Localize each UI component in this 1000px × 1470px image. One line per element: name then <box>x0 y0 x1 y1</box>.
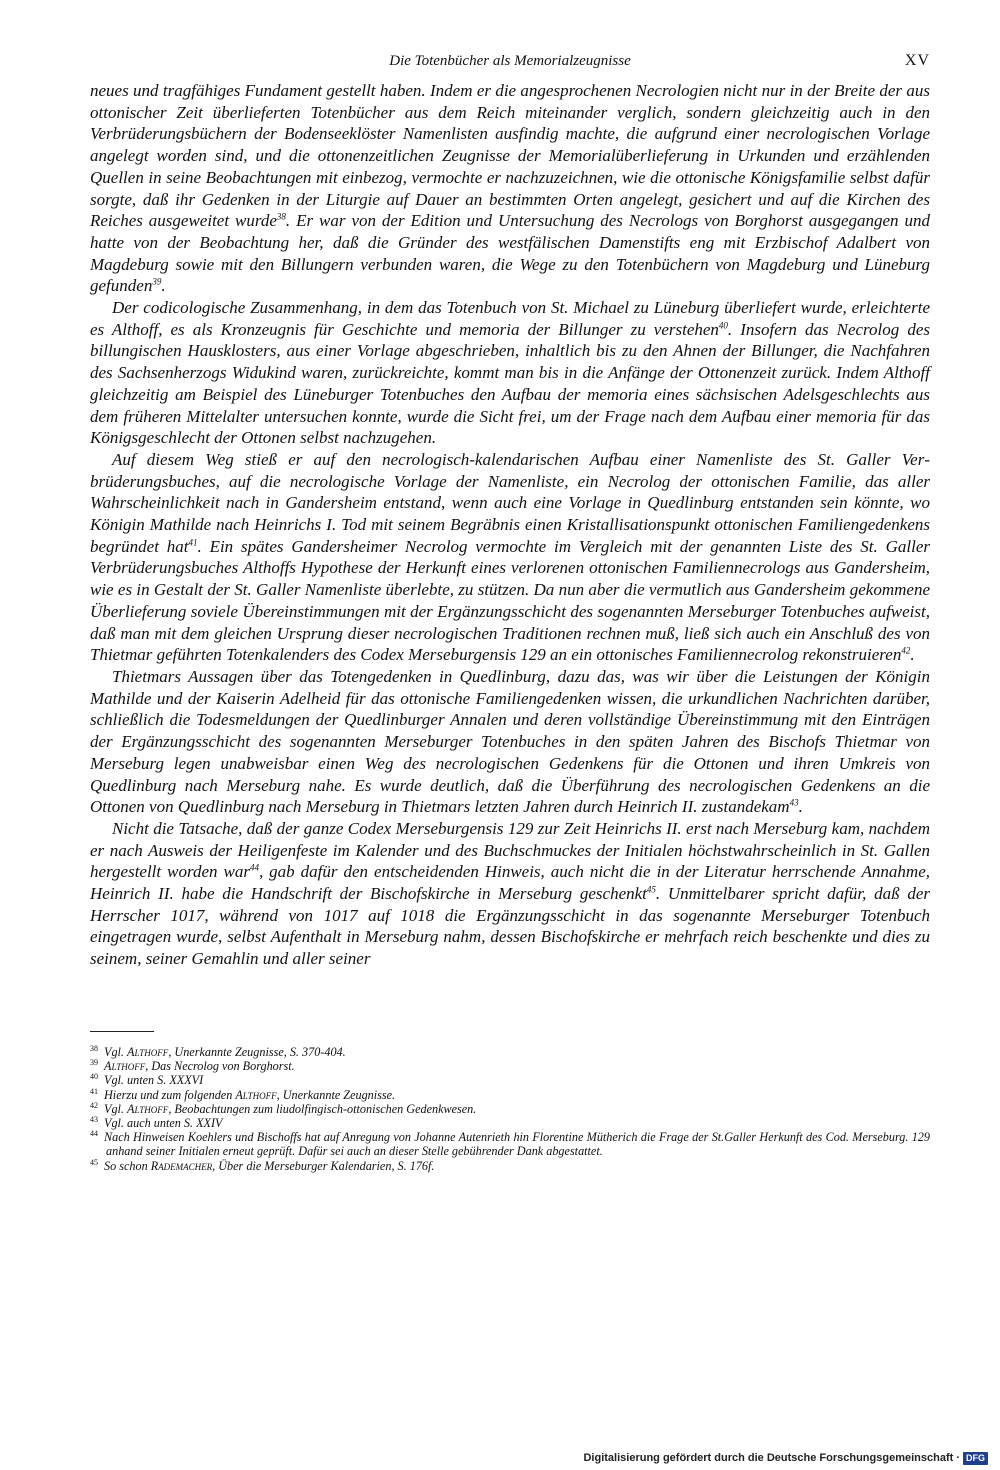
footnote-39: 39 Althoff, Das Necrolog von Borghorst. <box>90 1058 295 1074</box>
footnote-42: 42 Vgl. Althoff, Beobachtungen zum liudolfingisch-ottonischen Gedenkwesen. <box>90 1100 477 1116</box>
footnote-ref-39: 39 <box>152 276 162 287</box>
text-run: , gab dafür den entscheidenden Hinweis, auch nicht die in der Literatur herrschende Annahme, Heinrich II. habe die Handschrift der Bischofskirche in Merseburg geschenkt <box>90 862 930 904</box>
footnote-author: Althoff <box>127 1045 169 1059</box>
footnote-author: Althoff <box>127 1101 169 1116</box>
dfg-logo-icon: DFG <box>963 1452 988 1465</box>
footnote-40: 40 Vgl. unten S. XXXVI <box>90 1072 204 1088</box>
text-run: . Insofern das Necrolog des billungischen Hausklosters, aus einer Vorlage abgeschrieben, inhaltlich bis zu den Ahnen der Billunger, die Nachfahren des Sachsenherzogs Widukind waren, zurückreichte, kommt man bis in die Anfänge der Ottonenzeit zurück. Indem Althoff gleichzeitig am Beispiel des Lüneburger Totenbuches den Aufbau der memoria eines sächsischen Adelsgeschlechts aus dem früheren Mittelalter untersuchen konnte, wurde die Sicht frei, um der Frage nach dem Aufbau einer memoria für das Königsgeschlecht der Ottonen selbst nachzugehen. <box>90 319 930 448</box>
text-run: . Unmittelbarer spricht dafür, daß der Herrscher 1017, während von 1017 auf 1018 die Ergänzungsschicht in das sogenannte Merseburger Totenbuch eingetragen wurde, selbst Aufenthalt in Merseburg nahm, dessen Bischofskirche er mehrfach reich beschenkte und dies zu seinem, seiner Gemahlin und aller seiner <box>90 884 930 969</box>
text-run: . <box>798 797 803 817</box>
footnote-author: Rademacher <box>150 1158 213 1173</box>
paragraph-1 <box>90 80 930 297</box>
paragraph-5 <box>90 818 930 970</box>
banner-text: Digitalisierung gefördert durch die Deutsche Forschungsgemeinschaft · <box>583 1452 960 1464</box>
running-title: Die Totenbücher als Memorialzeugnisse <box>389 53 631 69</box>
footnote-ref-44: 44 <box>249 862 259 873</box>
paragraph-3 <box>90 449 930 666</box>
footnote-ref-40: 40 <box>718 320 728 331</box>
paragraph-4 <box>90 666 930 818</box>
footnote-ref-38: 38 <box>276 211 286 222</box>
text-run: . <box>161 276 166 296</box>
page-number: XV <box>904 52 930 69</box>
body-text <box>90 80 930 970</box>
footnote-ref-45: 45 <box>646 884 656 895</box>
text-run: . Ein spätes Gandersheimer Necrolog vermochte im Vergleich mit der genannten Liste des St. Galler Verbrüderungsbuches Althoffs Hypothese der Herkunft eines verlorenen ottonischen Familiennecrologs aus Gandersheim, wie es in Gestalt der St. Galler Namenliste überlebte, zu stützen. Da nun aber die vermutlich aus Gandersheim gekommene Überlieferung soviele Übereinstimmungen mit der Ergänzungsschicht des sogenannten Merseburger Totenbuches aufweist, daß man mit dem gleichen Ursprung dieser necrologischen Traditionen rechnen muß, ließ sich auch ein Anschluß des von Thietmar geführten Totenkalenders des Codex Merseburgensis 129 an ein ottonisches Familiennecrolog rekonstruieren <box>90 536 930 665</box>
footnote-ref-41: 41 <box>188 537 198 548</box>
running-head <box>90 50 930 72</box>
footnote-38: 38 Vgl. Althoff, Unerkannte Zeugnisse, S. 370-404. <box>90 1043 346 1059</box>
text-run: . Er war von der Edition und Untersuchung des Necrologs von Borghorst ausgegangen und hatte von der Beobachtung her, daß die Gründer des westfälischen Damenstifts eng mit Erzbischof Adalbert von Magdeburg sowie mit den Billungern verbunden waren, die Wege zu den Totenbüchern von Magdeburg und Lüneburg gefunden <box>90 211 930 296</box>
footnote-41: 41 Hierzu und zum folgenden Althoff, Unerkannte Zeugnisse. <box>90 1086 396 1102</box>
text-run: Auf diesem Weg stieß er auf den necrologisch-kalendarischen Aufbau einer Namenliste des St. Galler Verbrüderungsbuches, auf die necrologische Vorlage der Namenliste, ein Necrolog der ottonischen Familie, das aller Wahrscheinlichkeit nach in Gandersheim entstand, wenn auch eine Vorlage in Quedlinburg entstanden sein könnte, wo Königin Mathilde nach Heinrichs I. Tod mit seinem Begräbnis einen Kristallisationspunkt ottonischen Familiengedenkens begründet hat <box>90 449 930 556</box>
footnotes <box>90 1045 930 1173</box>
footnote-ref-43: 43 <box>789 797 799 808</box>
footnote-45: 45 So schon Rademacher, Über die Merseburger Kalendarien, S. 176f. <box>90 1157 435 1173</box>
footnote-ref-42: 42 <box>901 645 911 656</box>
text-run: Thietmars Aussagen über das Totengedenken in Quedlinburg, dazu das, was wir über die Leistungen der Königin Mathilde und der Kaiserin Adelheid für das ottonische Familiengedenken wissen, die urkundlichen Nachrichten darüber, schließlich die Todesmeldungen der Quedlinburger Annalen und deren vollständige Übereinstimmung mit den Einträgen der Ergänzungsschicht des sogenannten Merseburger Totenbuches in den späten Jahren des Bischofs Thietmar von Merseburg legen unabweisbar einen Weg des necrologischen Gedenkens für die Ottonen und ihren Umkreis von Quedlinburg nach Merseburg nahe. Es wurde deutlich, daß die Überführung des necrologischen Gedenkens an die Ottonen von Quedlinburg nach Merseburg in Thietmars letzten Jahren durch Heinrich II. zustandekam <box>90 666 930 817</box>
footnote-43: 43 Vgl. auch unten S. XXIV <box>90 1114 223 1131</box>
footnote-44: 44 Nach Hinweisen Koehlers und Bischoffs hat auf Anregung von Johanne Autenrieth hin Florentine Mütherich die Frage der St.Galler Herkunft des Cod. Merseburg. 129 anhand seiner Initialen erneut geprüft. Dafür sei auch an dieser Stelle gebührender Dank abgestattet. <box>90 1129 930 1159</box>
footnote-separator <box>90 1031 154 1032</box>
text-run: neues und tragfähiges Fundament gestellt haben. Indem er die angesprochenen Necrologien nicht nur in der Breite der aus ottonischer Zeit überlieferten Totenbücher aus dem Reich miteinander verglich, sondern gleichzeitig auch in den Verbrüderungsbüchern der Bodenseeklöster Namenlisten ausfindig machte, die aufgrund einer necrologischen Vorlage angelegt worden sind, und die ottonenzeitlichen Zeugnisse der Memorialüberlieferung in Urkunden und erzählenden Quellen in seine Beobachtungen mit einbezog, vermochte er nachzuzeichnen, wie die ottonische Königsfamilie selbst dafür sorgte, daß ihr Gedenken in der Liturgie auf Dauer an bestimmten Orten angelegt, gesichert und auf die Kirchen des Reiches ausgeweitet wurde <box>90 81 930 231</box>
text-run: Nicht die Tatsache, daß der ganze Codex Merseburgensis 129 zur Zeit Heinrichs II. erst nach Merseburg kam, nachdem er nach Ausweis der Heiligenfeste im Kalender und des Buchschmuckes der Initialen höchstwahrscheinlich in St. Gallen hergestellt worden war <box>90 818 930 882</box>
text-run: Der codicologische Zusammenhang, in dem das Totenbuch von St. Michael zu Lüneburg überliefert wurde, erleichterte es Althoff, es als Kronzeugnis für Geschichte und memoria der Billunger zu verstehen <box>90 298 930 339</box>
dfg-funding-banner <box>583 1450 988 1466</box>
paragraph-2 <box>90 297 930 449</box>
text-run: . <box>910 645 915 665</box>
footnote-author: Althoff <box>235 1087 277 1102</box>
footnote-author: Althoff <box>104 1059 146 1074</box>
